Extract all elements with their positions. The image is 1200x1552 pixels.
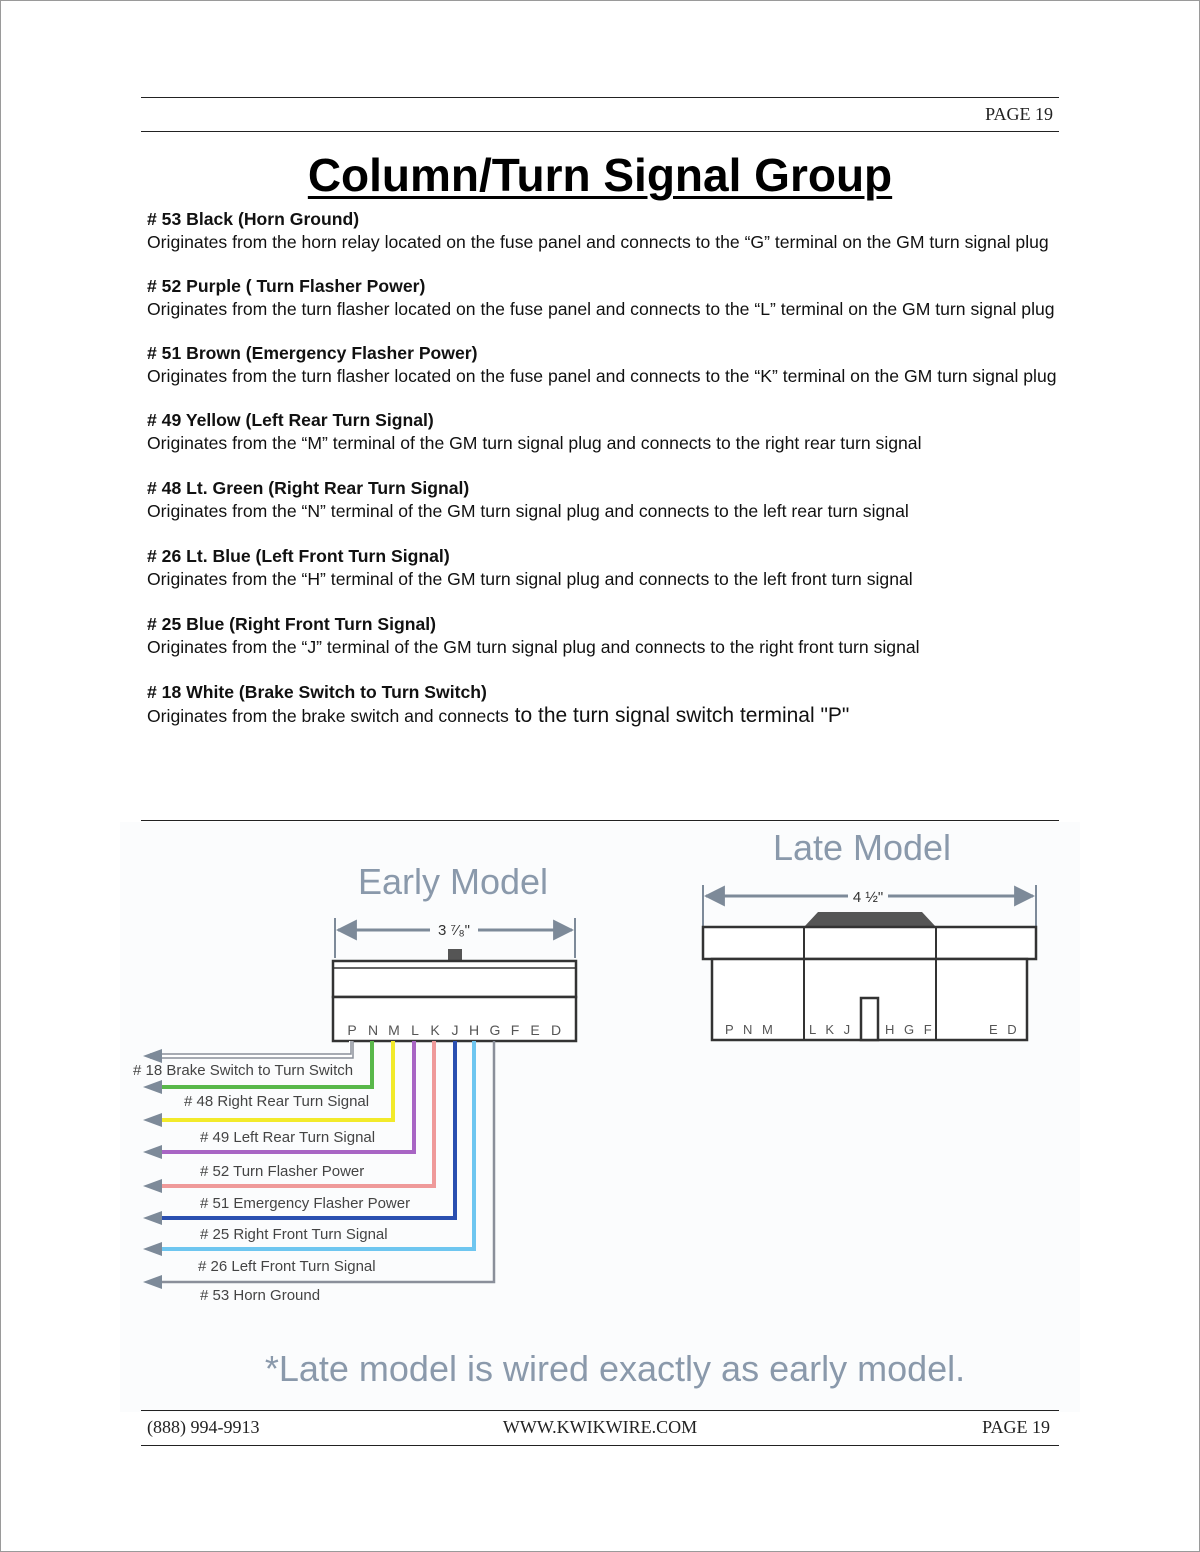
entry-description: Originates from the “H” terminal of the GM turn signal plug and connects to the left front turn signal	[147, 569, 913, 589]
pin-label: L	[411, 1022, 419, 1038]
entry-heading: # 25 Blue (Right Front Turn Signal)	[147, 614, 436, 634]
entry-description-part: Originates from the brake switch and connects	[147, 706, 509, 726]
pin-label: G	[489, 1022, 501, 1038]
footer-page-number: PAGE 19	[982, 1417, 1050, 1437]
pin-group-label: H G F	[885, 1022, 935, 1037]
wire-label: # 18 Brake Switch to Turn Switch	[133, 1062, 354, 1079]
wire-arrowhead	[143, 1049, 162, 1063]
footer-rule-bottom	[141, 1445, 1059, 1446]
wire-label: # 52 Turn Flasher Power	[200, 1163, 365, 1180]
pin-label: N	[367, 1022, 379, 1038]
entry-heading: # 48 Lt. Green (Right Rear Turn Signal)	[147, 478, 470, 498]
late-key-slot	[861, 998, 878, 1040]
entry-description-large: to the turn signal switch terminal "P"	[508, 704, 850, 727]
wiring-note: *Late model is wired exactly as early model.	[264, 1348, 966, 1389]
entry-heading: # 53 Black (Horn Ground)	[147, 209, 360, 229]
wire-label: # 48 Right Rear Turn Signal	[184, 1093, 370, 1110]
pin-group-label: L K J	[809, 1022, 854, 1037]
wire-label: # 26 Left Front Turn Signal	[198, 1258, 376, 1275]
pin-label: F	[510, 1022, 520, 1038]
wire-arrowhead	[143, 1211, 162, 1225]
early-connector-top	[333, 961, 576, 997]
wire-label: # 51 Emergency Flasher Power	[200, 1195, 411, 1212]
wire-label: # 25 Right Front Turn Signal	[200, 1226, 388, 1243]
early-width-label: 3 ⁷⁄₈"	[438, 922, 470, 939]
pin-group-label: P N M	[725, 1022, 776, 1037]
pin-label: K	[430, 1022, 440, 1038]
wire-arrowhead	[143, 1179, 162, 1193]
wire-arrowhead	[143, 1275, 162, 1289]
pin-label: D	[550, 1022, 562, 1038]
entry-heading: # 18 White (Brake Switch to Turn Switch)	[147, 682, 487, 702]
page-title: Column/Turn Signal Group	[307, 149, 893, 201]
header-page-number: PAGE 19	[985, 104, 1053, 124]
footer-rule-top	[141, 1410, 1059, 1411]
entry-description: Originates from the “N” terminal of the GM turn signal plug and connects to the left rear turn signal	[147, 501, 909, 521]
pin-label: J	[451, 1022, 459, 1038]
late-width-label: 4 ½"	[852, 889, 884, 906]
wire-labels	[133, 1062, 410, 1304]
pin-group-label: E D	[989, 1022, 1020, 1037]
entry-heading: # 52 Purple ( Turn Flasher Power)	[147, 276, 426, 296]
pin-label: M	[388, 1022, 400, 1038]
early-model-title: Early Model	[357, 861, 549, 902]
wire-arrowhead	[143, 1145, 162, 1159]
wire-arrowhead	[143, 1080, 162, 1094]
entry-description: Originates from the horn relay located on the fuse panel and connects to the “G” terminal on the GM turn signal plug	[147, 232, 1049, 252]
wire-arrowhead	[143, 1113, 162, 1127]
footer-website: WWW.KWIKWIRE.COM	[502, 1417, 698, 1437]
entry-description: Originates from the turn flasher located on the fuse panel and connects to the “K” terminal on the GM turn signal plug	[147, 366, 1057, 386]
wire-label: # 49 Left Rear Turn Signal	[200, 1129, 376, 1146]
late-model-title: Late Model	[772, 827, 952, 868]
wire-label: # 53 Horn Ground	[200, 1287, 321, 1304]
late-key-ridge	[804, 912, 936, 927]
footer-phone: (888) 994-9913	[147, 1417, 260, 1437]
pin-label: P	[347, 1022, 357, 1038]
early-key-tab	[448, 949, 462, 961]
pin-label: H	[468, 1022, 480, 1038]
pin-label: E	[530, 1022, 540, 1038]
late-connector-top	[703, 927, 1036, 959]
entry-description: Originates from the turn flasher located on the fuse panel and connects to the “L” terminal on the GM turn signal plug	[147, 299, 1055, 319]
wire-18-outline-top	[150, 1041, 351, 1054]
entry-description: Originates from the “J” terminal of the GM turn signal plug and connects to the right front turn signal	[147, 637, 920, 657]
entry-heading: # 51 Brown (Emergency Flasher Power)	[147, 343, 478, 363]
entry-heading: # 49 Yellow (Left Rear Turn Signal)	[147, 410, 434, 430]
entry-description: Originates from the “M” terminal of the GM turn signal plug and connects to the right rear turn signal	[147, 433, 922, 453]
entry-heading: # 26 Lt. Blue (Left Front Turn Signal)	[147, 546, 450, 566]
wire-arrowheads	[143, 1049, 162, 1289]
wire-arrowhead	[143, 1242, 162, 1256]
